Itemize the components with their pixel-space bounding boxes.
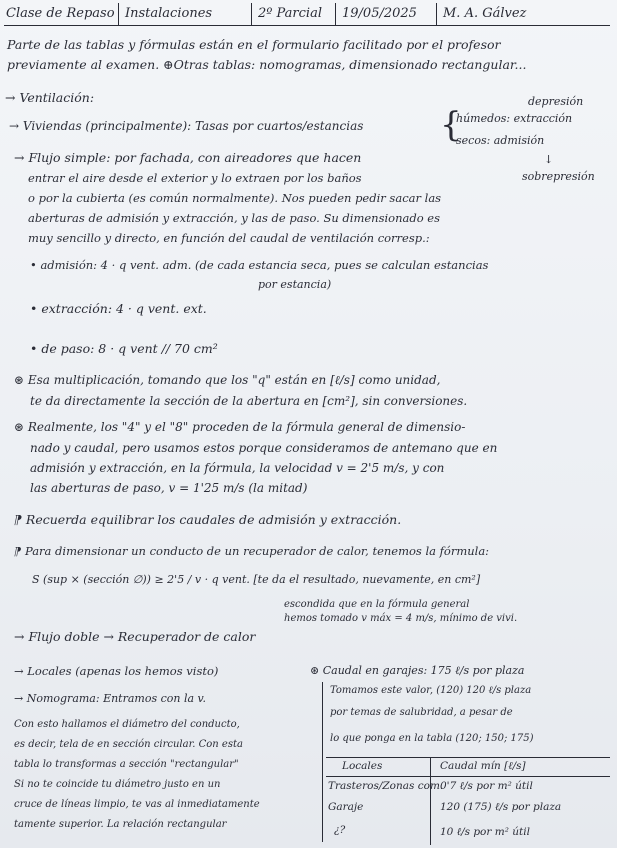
note-line: nado y caudal, pero usamos estos porque consideramos de antemano que en <box>30 441 498 455</box>
de-paso-formula: • de paso: 8 · q vent // 70 cm² <box>30 341 218 356</box>
note-line: ⁋ Para dimensionar un conducto de un recuperador de calor, tenemos la fórmula: <box>14 544 490 558</box>
table-cell-local: ¿? <box>334 824 346 836</box>
flujo-simple-line: muy sencillo y directo, en función del caudal de ventilación corresp.: <box>28 231 430 245</box>
escondida-note: hemos tomado v máx = 4 m/s, mínimo de vivi. <box>284 613 518 624</box>
nomograma-explanation: Con esto hallamos el diámetro del conducto, <box>14 719 240 730</box>
table-cell-local: Trasteros/Zonas com. <box>328 780 444 792</box>
tabla-note: lo que ponga en la tabla (120; 150; 175) <box>330 733 534 744</box>
por-estancia-note: por estancia) <box>258 278 332 291</box>
header-divider <box>335 3 336 25</box>
secos-label: secos: admisión <box>456 134 545 147</box>
table-border <box>326 776 610 777</box>
escondida-note: escondida que en la fórmula general <box>284 599 470 610</box>
flujo-simple-line: o por la cubierta (es común normalmente). Nos pueden pedir sacar las <box>28 191 442 205</box>
header-underline <box>4 25 610 26</box>
header-segment-exam: 2º Parcial <box>258 6 322 21</box>
table-cell-caudal: 0'7 ℓ/s por m² útil <box>440 780 533 792</box>
table-border <box>326 757 610 758</box>
note-line: las aberturas de paso, v = 1'25 m/s (la mitad) <box>30 481 308 495</box>
nomograma-explanation: tamente superior. La relación rectangular <box>14 819 227 830</box>
table-header: Caudal mín [ℓ/s] <box>440 760 526 772</box>
note-line: te da directamente la sección de la abertura en [cm²], sin conversiones. <box>30 394 468 408</box>
nomograma-explanation: Si no te coincide tu diámetro justo en un <box>14 779 221 790</box>
table-cell-local: Garaje <box>328 801 364 813</box>
humedos-label: húmedos: extracción <box>456 112 573 125</box>
tomamos-note: Tomamos este valor, (120) 120 ℓ/s plaza <box>330 685 532 696</box>
locales-line: → Locales (apenas los hemos visto) <box>14 664 219 678</box>
down-arrow-icon: ↓ <box>544 153 554 166</box>
note-line: ⊛ Esa multiplicación, tomando que los "q" están en [ℓ/s] como unidad, <box>14 373 441 387</box>
header-segment-author: M. A. Gálvez <box>443 6 527 21</box>
column-divider <box>322 682 323 842</box>
flujo-simple-line: aberturas de admisión y extracción, y las de paso. Su dimensionado es <box>28 211 440 225</box>
header-divider <box>251 3 252 25</box>
header-divider <box>436 3 437 25</box>
caudal-garajes-note: ⊛ Caudal en garajes: 175 ℓ/s por plaza <box>310 664 525 677</box>
viviendas-line: → Viviendas (principalmente): Tasas por cuartos/estancias <box>9 119 364 133</box>
table-cell-caudal: 10 ℓ/s por m² útil <box>440 826 530 838</box>
admision-formula: • admisión: 4 · q vent. adm. (de cada estancia seca, pues se calculan estancias <box>30 258 489 272</box>
salubridad-note: por temas de salubridad, a pesar de <box>330 707 513 718</box>
nomograma-explanation: tabla lo transformas a sección "rectangular" <box>14 759 239 770</box>
note-line: ⁋ Recuerda equilibrar los caudales de admisión y extracción. <box>14 512 402 527</box>
nomograma-line: → Nomograma: Entramos con la v. <box>14 692 206 705</box>
header-segment-class: Clase de Repaso <box>6 6 115 21</box>
flujo-simple-line: → Flujo simple: por fachada, con aireadores que hacen <box>14 150 362 165</box>
intro-line: Parte de las tablas y fórmulas están en el formulario facilitado por el profesor <box>7 37 501 52</box>
header-divider <box>118 3 119 25</box>
flujo-simple-line: entrar el aire desde el exterior y lo extraen por los baños <box>28 171 362 185</box>
table-cell-caudal: 120 (175) ℓ/s por plaza <box>440 801 562 813</box>
extraccion-formula: • extracción: 4 · q vent. ext. <box>30 301 207 316</box>
nomograma-explanation: es decir, tela de en sección circular. Con esta <box>14 739 243 750</box>
nomograma-explanation: cruce de líneas limpio, te vas al inmediatamente <box>14 799 260 810</box>
header-segment-subject: Instalaciones <box>125 6 213 21</box>
table-header: Locales <box>342 760 383 772</box>
recuperador-formula: S (sup × (sección ∅)) ≥ 2'5 / v · q vent. [te da el resultado, nuevamente, en cm²] <box>32 573 481 586</box>
note-line: admisión y extracción, en la fórmula, la velocidad v = 2'5 m/s, y con <box>30 461 445 475</box>
note-line: ⊛ Realmente, los "4" y el "8" proceden de la fórmula general de dimensio- <box>14 420 466 434</box>
section-title-ventilacion: → Ventilación: <box>5 90 95 105</box>
depresion-label: depresión <box>528 95 584 108</box>
table-divider <box>430 757 431 845</box>
intro-line: previamente al examen. ⊕Otras tablas: nomogramas, dimensionado rectangular... <box>7 57 527 72</box>
brace-icon: { <box>440 105 462 145</box>
header-segment-date: 19/05/2025 <box>342 6 417 21</box>
sobrepresion-label: sobrepresión <box>522 170 595 183</box>
flujo-doble-line: → Flujo doble → Recuperador de calor <box>14 629 256 644</box>
